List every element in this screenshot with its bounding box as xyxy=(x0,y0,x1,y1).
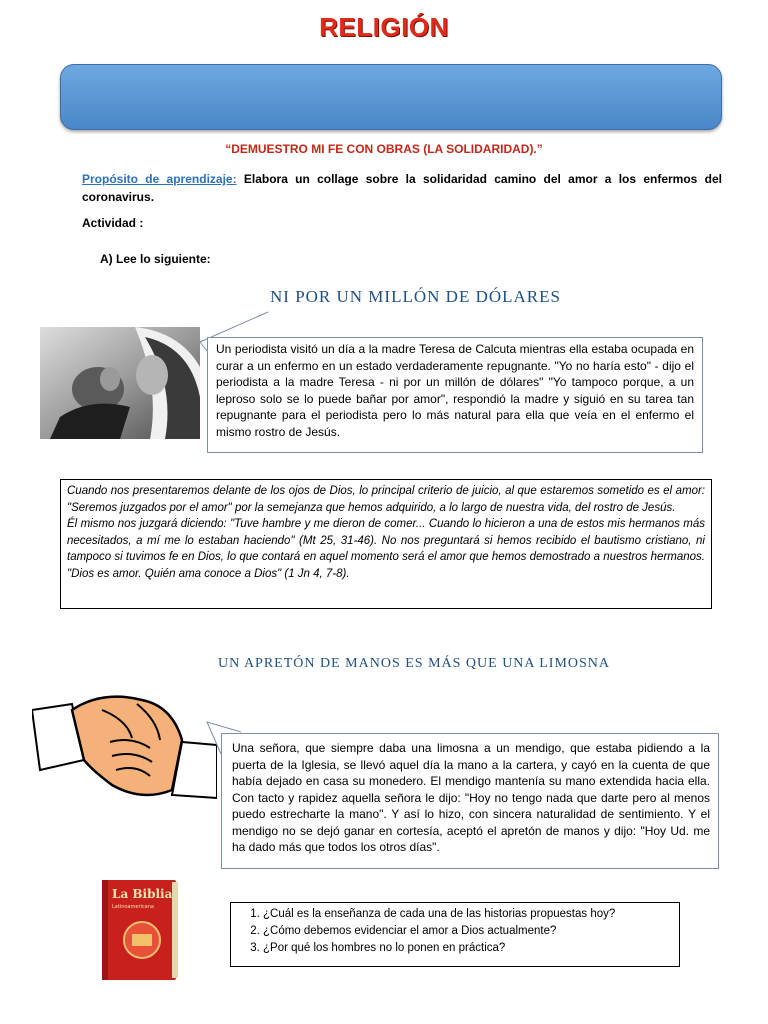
question-item: 2. ¿Cómo debemos evidenciar el amor a Dios actualmente? xyxy=(263,923,671,940)
mother-teresa-photo xyxy=(40,327,200,439)
reflection-paragraph-1: Cuando nos presentaremos delante de los ojos de Dios, lo principal criterio de juicio, al que estaremos sometido es el amor: "Seremos juzgados por el amor" por la semejanza que hemos adquirido, a lo largo de nuestra vida, del rostro de Jesús. xyxy=(67,485,705,514)
bible-cover-title: La Biblia xyxy=(112,887,173,901)
bible-book-image xyxy=(98,878,180,982)
purpose-label: Propósito de aprendizaje: xyxy=(82,172,237,186)
title-banner xyxy=(60,64,722,130)
activity-label: Actividad : xyxy=(82,216,144,230)
story2-box: Una señora, que siempre daba una limosna a un mendigo, que estaba pidiendo a la puerta de la Iglesia, se llevó aquel día la mano a la cartera, y cayó en la cuenta de que había dejado en casa su monedero. El mendigo mantenía su mano extendida hacia ella. Con tacto y rapidez aquella señora le dijo: "Hoy no tengo nada que darte pero al menos puedo estrecharte la mano". Y así lo hizo, con sincera naturalidad de sentimiento. Y el mendigo no se dejó ganar en cortesía, aceptó el apretón de manos y dijo: "Hoy Ud. me ha dado más que todos los otros días". xyxy=(221,733,719,869)
question-item: 3. ¿Por qué los hombres no lo ponen en práctica? xyxy=(263,940,671,957)
purpose-paragraph xyxy=(82,170,722,206)
story1-box: Un periodista visitó un día a la madre Teresa de Calcuta mientras ella estaba ocupada en curar a un enfermo en un estado verdaderamente repugnante. "Yo no haría esto" - dijo el periodista a la madre Teresa - ni por un millón de dólares" "Yo tampoco porque, a un leproso solo se lo puede bañar por amor", respondió la madre y siguió en su tarea tan repugnante para el periodista pero lo más natural para ella que veía en el enfermo el mismo rostro de Jesús. xyxy=(207,337,703,453)
story2-title: UN APRETÓN DE MANOS ES MÁS QUE UNA LIMOSNA xyxy=(218,656,611,671)
subtitle: “DEMUESTRO MI FE CON OBRAS (LA SOLIDARIDAD).” xyxy=(225,142,543,156)
bible-cover-subtitle: Latinoamericana xyxy=(112,904,154,910)
instruction: A) Lee lo siguiente: xyxy=(100,252,211,266)
story1-title: NI POR UN MILLÓN DE DÓLARES xyxy=(270,287,561,306)
questions-box xyxy=(230,902,680,967)
question-item: 1. ¿Cuál es la enseñanza de cada una de las historias propuestas hoy? xyxy=(263,906,671,923)
reflection-paragraph-2: Él mismo nos juzgará diciendo: "Tuve hambre y me dieron de comer... Cuando lo hicieron a una de estos mis hermanos más necesitados, a mí me lo estaban haciendo" (Mt 25, 31-46). No nos preguntará si hemos recibido el bautismo cristiano, ni tampoco si tuvimos fe en Dios, lo que contará en aquel momento será el amor que hemos demostrado a nuestros hermanos. "Dios es amor. Quién ama conoce a Dios" (1 Jn 4, 7-8). xyxy=(67,518,705,580)
purpose-text: Elabora un collage sobre la solidaridad camino del amor a los enfermos del coronavirus. xyxy=(82,172,722,204)
questions-list xyxy=(239,906,671,957)
handshake-image xyxy=(32,690,217,805)
page-title: RELIGIÓN xyxy=(319,12,449,42)
reflection-box xyxy=(60,479,712,609)
